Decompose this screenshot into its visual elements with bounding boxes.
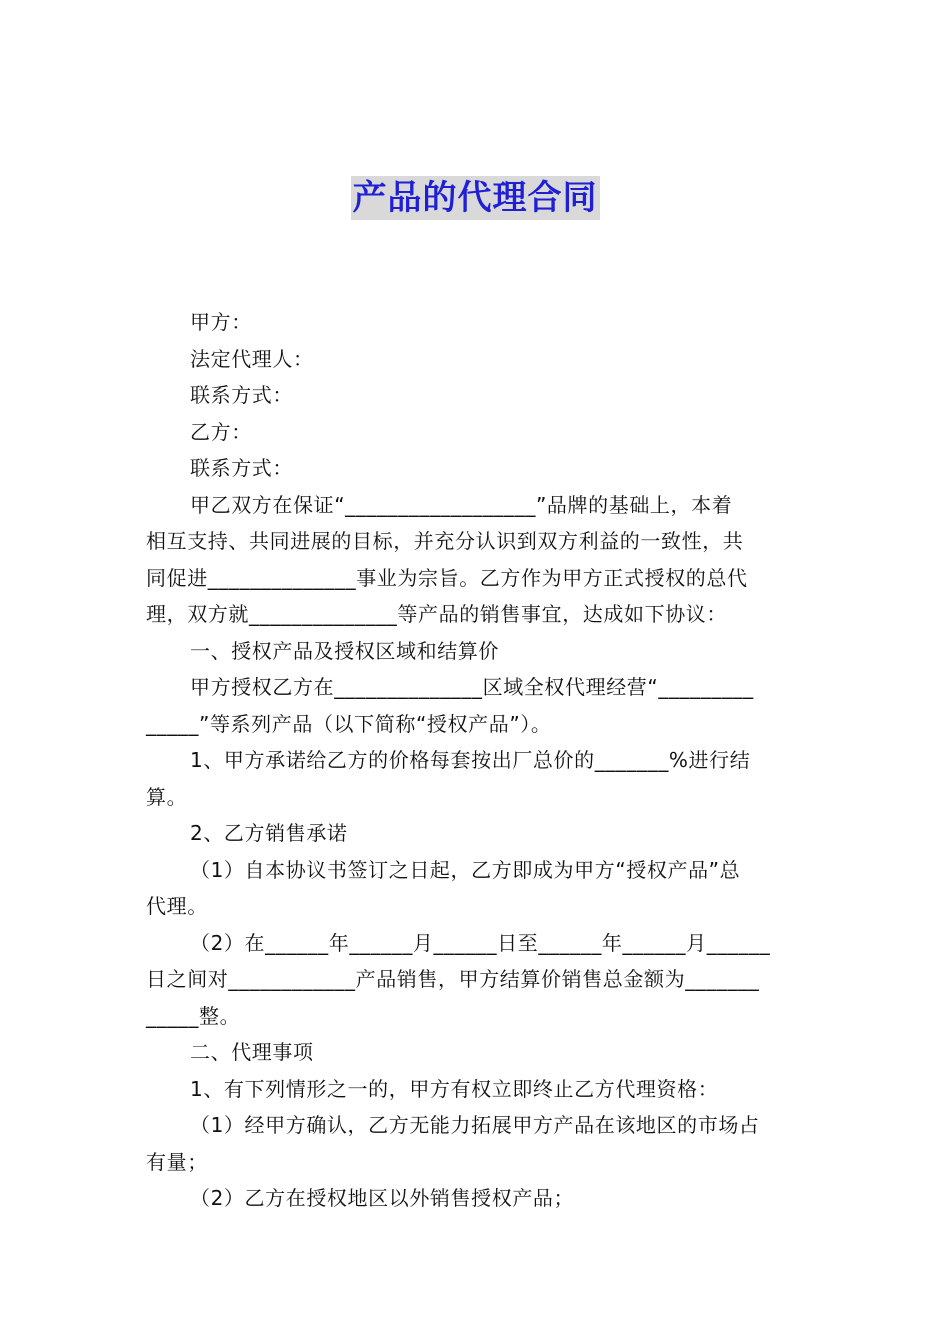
document-line: 甲乙双方在保证“__________________”品牌的基础上，本着 [190,492,733,517]
document-line: （2）在______年______月______日至______年______月______ [190,930,771,955]
document-line: 2、乙方销售承诺 [190,821,348,845]
document-line: 甲方授权乙方在______________区域全权代理经营“_________ [190,675,754,699]
document-line: 乙方： [190,419,252,444]
document-line: 日之间对____________产品销售，甲方结算价销售总金额为_______ [146,967,760,991]
title-container [0,176,950,220]
document-line: 1、甲方承诺给乙方的价格每套按出厂总价的_______%进行结 [190,748,751,772]
document-line: （1）经甲方确认，乙方无能力拓展甲方产品在该地区的市场占 [190,1113,760,1137]
document-title: 产品的代理合同 [352,178,598,218]
document-line: 1、有下列情形之一的，甲方有权立即终止乙方代理资格： [190,1076,719,1101]
document-line: 法定代理人： [190,346,314,371]
document-line: （1）自本协议书签订之日起，乙方即成为甲方“授权产品”总 [190,857,741,882]
document-line: （2）乙方在授权地区以外销售授权产品； [190,1186,575,1210]
document-line: _____”等系列产品（以下简称“授权产品”）。 [146,711,552,736]
document-line: 一、授权产品及授权区域和结算价 [190,638,499,663]
document-line: 联系方式： [190,456,293,480]
document-body [146,304,806,1217]
document-line: 同促进______________事业为宗旨。乙方作为甲方正式授权的总代 [146,565,748,590]
document-line: 理，双方就______________等产品的销售事宜，达成如下协议： [146,602,727,626]
document-line: 二、代理事项 [190,1040,314,1064]
document-line: 代理。 [146,894,208,918]
document-line: 联系方式： [190,383,293,407]
document-line: _____整。 [146,1003,241,1028]
document-line: 算。 [146,784,188,809]
document-line: 相互支持、共同进展的目标，并充分认识到双方利益的一致性，共 [146,529,744,553]
document-line: 有量； [146,1149,208,1174]
document-line: 甲方： [190,310,252,334]
